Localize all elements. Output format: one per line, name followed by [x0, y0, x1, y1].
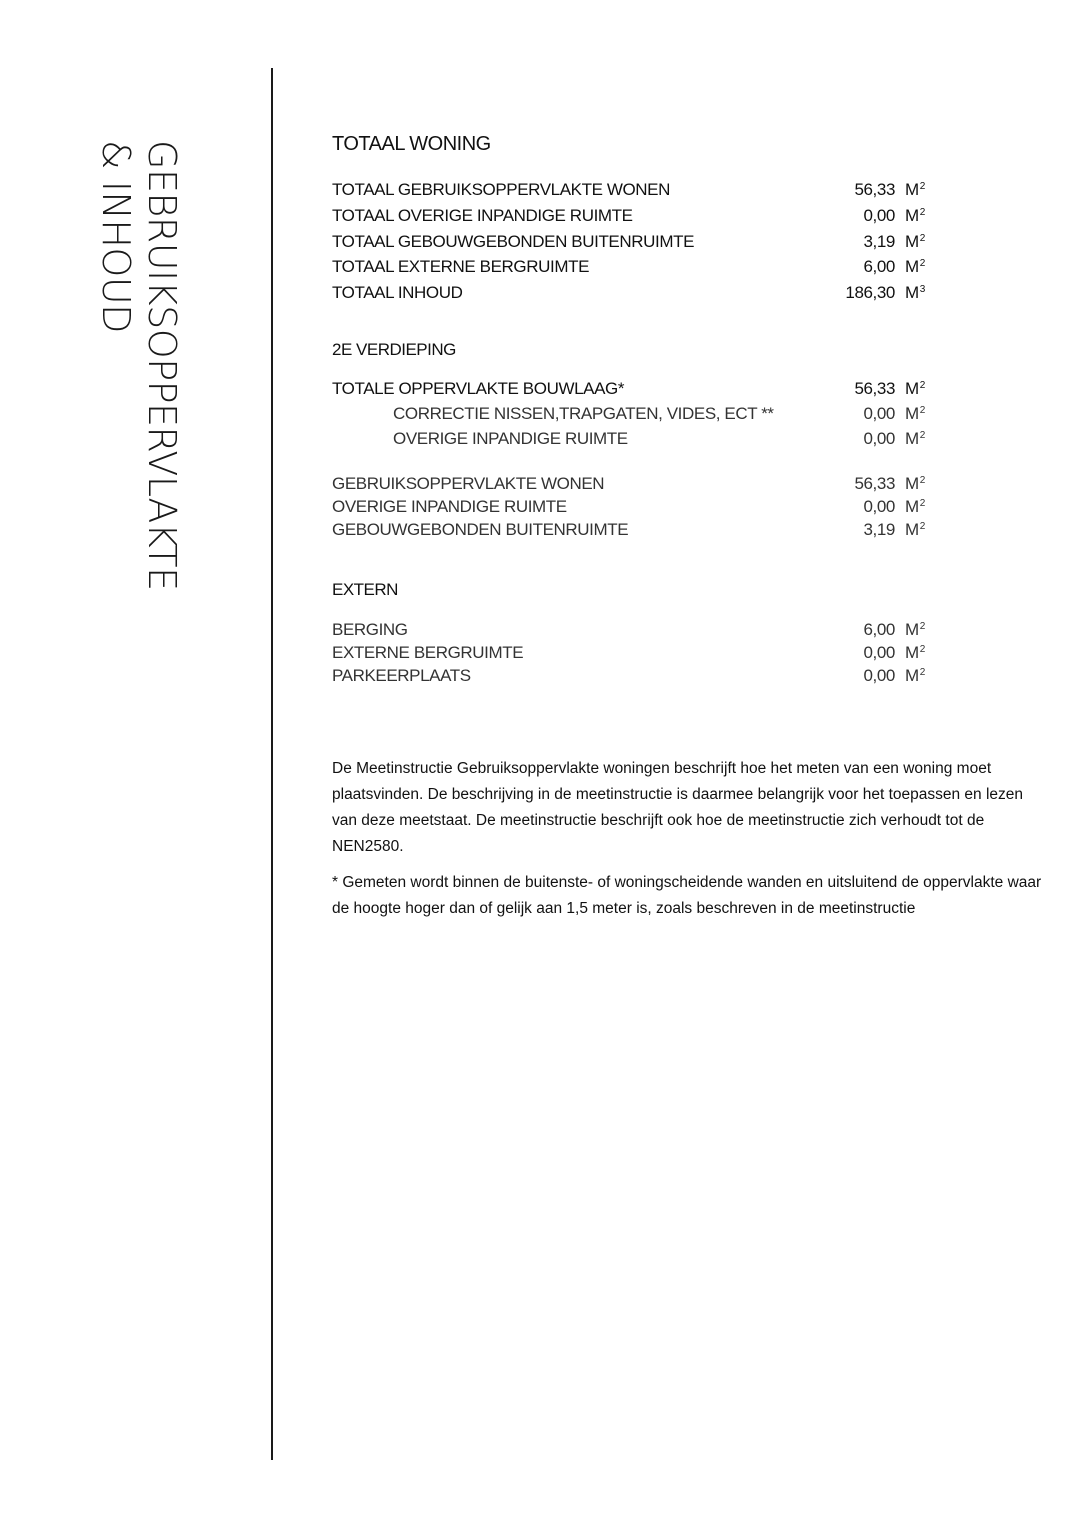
table-row [332, 404, 932, 428]
row-value: 0,00 [863, 643, 895, 662]
heading-2e-verdieping: 2E VERDIEPING [332, 340, 456, 359]
row-unit: $M^2$ [905, 257, 925, 276]
row-unit: $M^2$ [905, 620, 925, 639]
row-value: 186,30 [845, 283, 895, 302]
row-value: 6,00 [863, 257, 895, 276]
table-row [332, 283, 932, 307]
notes-paragraph-footnote: * Gemeten wordt binnen de buitenste- of woningscheidende wanden en uitsluitend de oppervlakte waar de hoogte hoger dan of gelijk aan 1,5 meter is, zoals beschreven in de meetinstructie [332, 874, 1042, 917]
row-unit: $M^2$ [905, 232, 925, 251]
row-label: PARKEERPLAATS [332, 666, 471, 685]
row-label: CORRECTIE NISSEN,TRAPGATEN, VIDES, ECT ** [393, 404, 774, 423]
row-label: TOTAAL OVERIGE INPANDIGE RUIMTE [332, 206, 633, 225]
row-value: 0,00 [863, 666, 895, 685]
row-unit: $M^2$ [905, 520, 925, 539]
row-label: TOTAAL EXTERNE BERGRUIMTE [332, 257, 590, 276]
row-unit: $M^3$ [905, 283, 925, 302]
row-unit: $M^2$ [905, 180, 925, 199]
table-row [332, 643, 932, 667]
table-row [332, 257, 932, 281]
row-label: TOTAAL GEBOUWGEBONDEN BUITENRUIMTE [332, 232, 695, 251]
heading-totaal-woning: TOTAAL WONING [332, 133, 491, 155]
row-label: TOTAAL INHOUD [332, 283, 463, 302]
side-title-line2: & INHOUD [94, 140, 138, 333]
row-value: 0,00 [863, 404, 895, 423]
row-value: 0,00 [863, 429, 895, 448]
table-row [332, 497, 932, 521]
table-row [332, 474, 932, 498]
vertical-divider [271, 68, 273, 1460]
row-label: TOTAAL GEBRUIKSOPPERVLAKTE WONEN [332, 180, 670, 199]
row-label: BERGING [332, 620, 408, 639]
row-label: OVERIGE INPANDIGE RUIMTE [332, 497, 567, 516]
notes-section [332, 756, 1042, 932]
row-value: 3,19 [863, 520, 895, 539]
table-row [332, 232, 932, 256]
table-row [332, 379, 932, 403]
table-row [332, 206, 932, 230]
row-unit: $M^2$ [905, 206, 925, 225]
row-label: GEBOUWGEBONDEN BUITENRUIMTE [332, 520, 629, 539]
row-unit: $M^2$ [905, 643, 925, 662]
row-value: 3,19 [863, 232, 895, 251]
row-value: 56,33 [854, 379, 895, 398]
side-title-line1: GEBRUIKSOPPERVLAKTE [140, 140, 184, 591]
row-unit: $M^2$ [905, 666, 925, 685]
table-row [332, 429, 932, 453]
row-label: TOTALE OPPERVLAKTE BOUWLAAG* [332, 379, 625, 398]
table-row [332, 620, 932, 644]
table-row [332, 666, 932, 690]
row-value: 0,00 [863, 206, 895, 225]
row-unit: $M^2$ [905, 379, 925, 398]
table-row [332, 180, 932, 204]
heading-extern: EXTERN [332, 580, 398, 599]
row-label: GEBRUIKSOPPERVLAKTE WONEN [332, 474, 605, 493]
row-value: 6,00 [863, 620, 895, 639]
side-title [95, 140, 185, 700]
row-unit: $M^2$ [905, 429, 925, 448]
table-row [332, 520, 932, 544]
row-label: EXTERNE BERGRUIMTE [332, 643, 524, 662]
row-unit: $M^2$ [905, 404, 925, 423]
row-value: 56,33 [854, 474, 895, 493]
notes-paragraph-meetinstructie: De Meetinstructie Gebruiksoppervlakte woningen beschrijft hoe het meten van een woning moet plaatsvinden. De beschrijving in de meetinstructie is daarmee belangrijk voor het toepassen en lezen van deze meetstaat. De meetinstructie beschrijft ook hoe de meetinstructie zich verhoudt tot de NEN2580. [332, 760, 1024, 855]
row-unit: $M^2$ [905, 474, 925, 493]
row-label: OVERIGE INPANDIGE RUIMTE [393, 429, 628, 448]
row-unit: $M^2$ [905, 497, 925, 516]
row-value: 56,33 [854, 180, 895, 199]
row-value: 0,00 [863, 497, 895, 516]
